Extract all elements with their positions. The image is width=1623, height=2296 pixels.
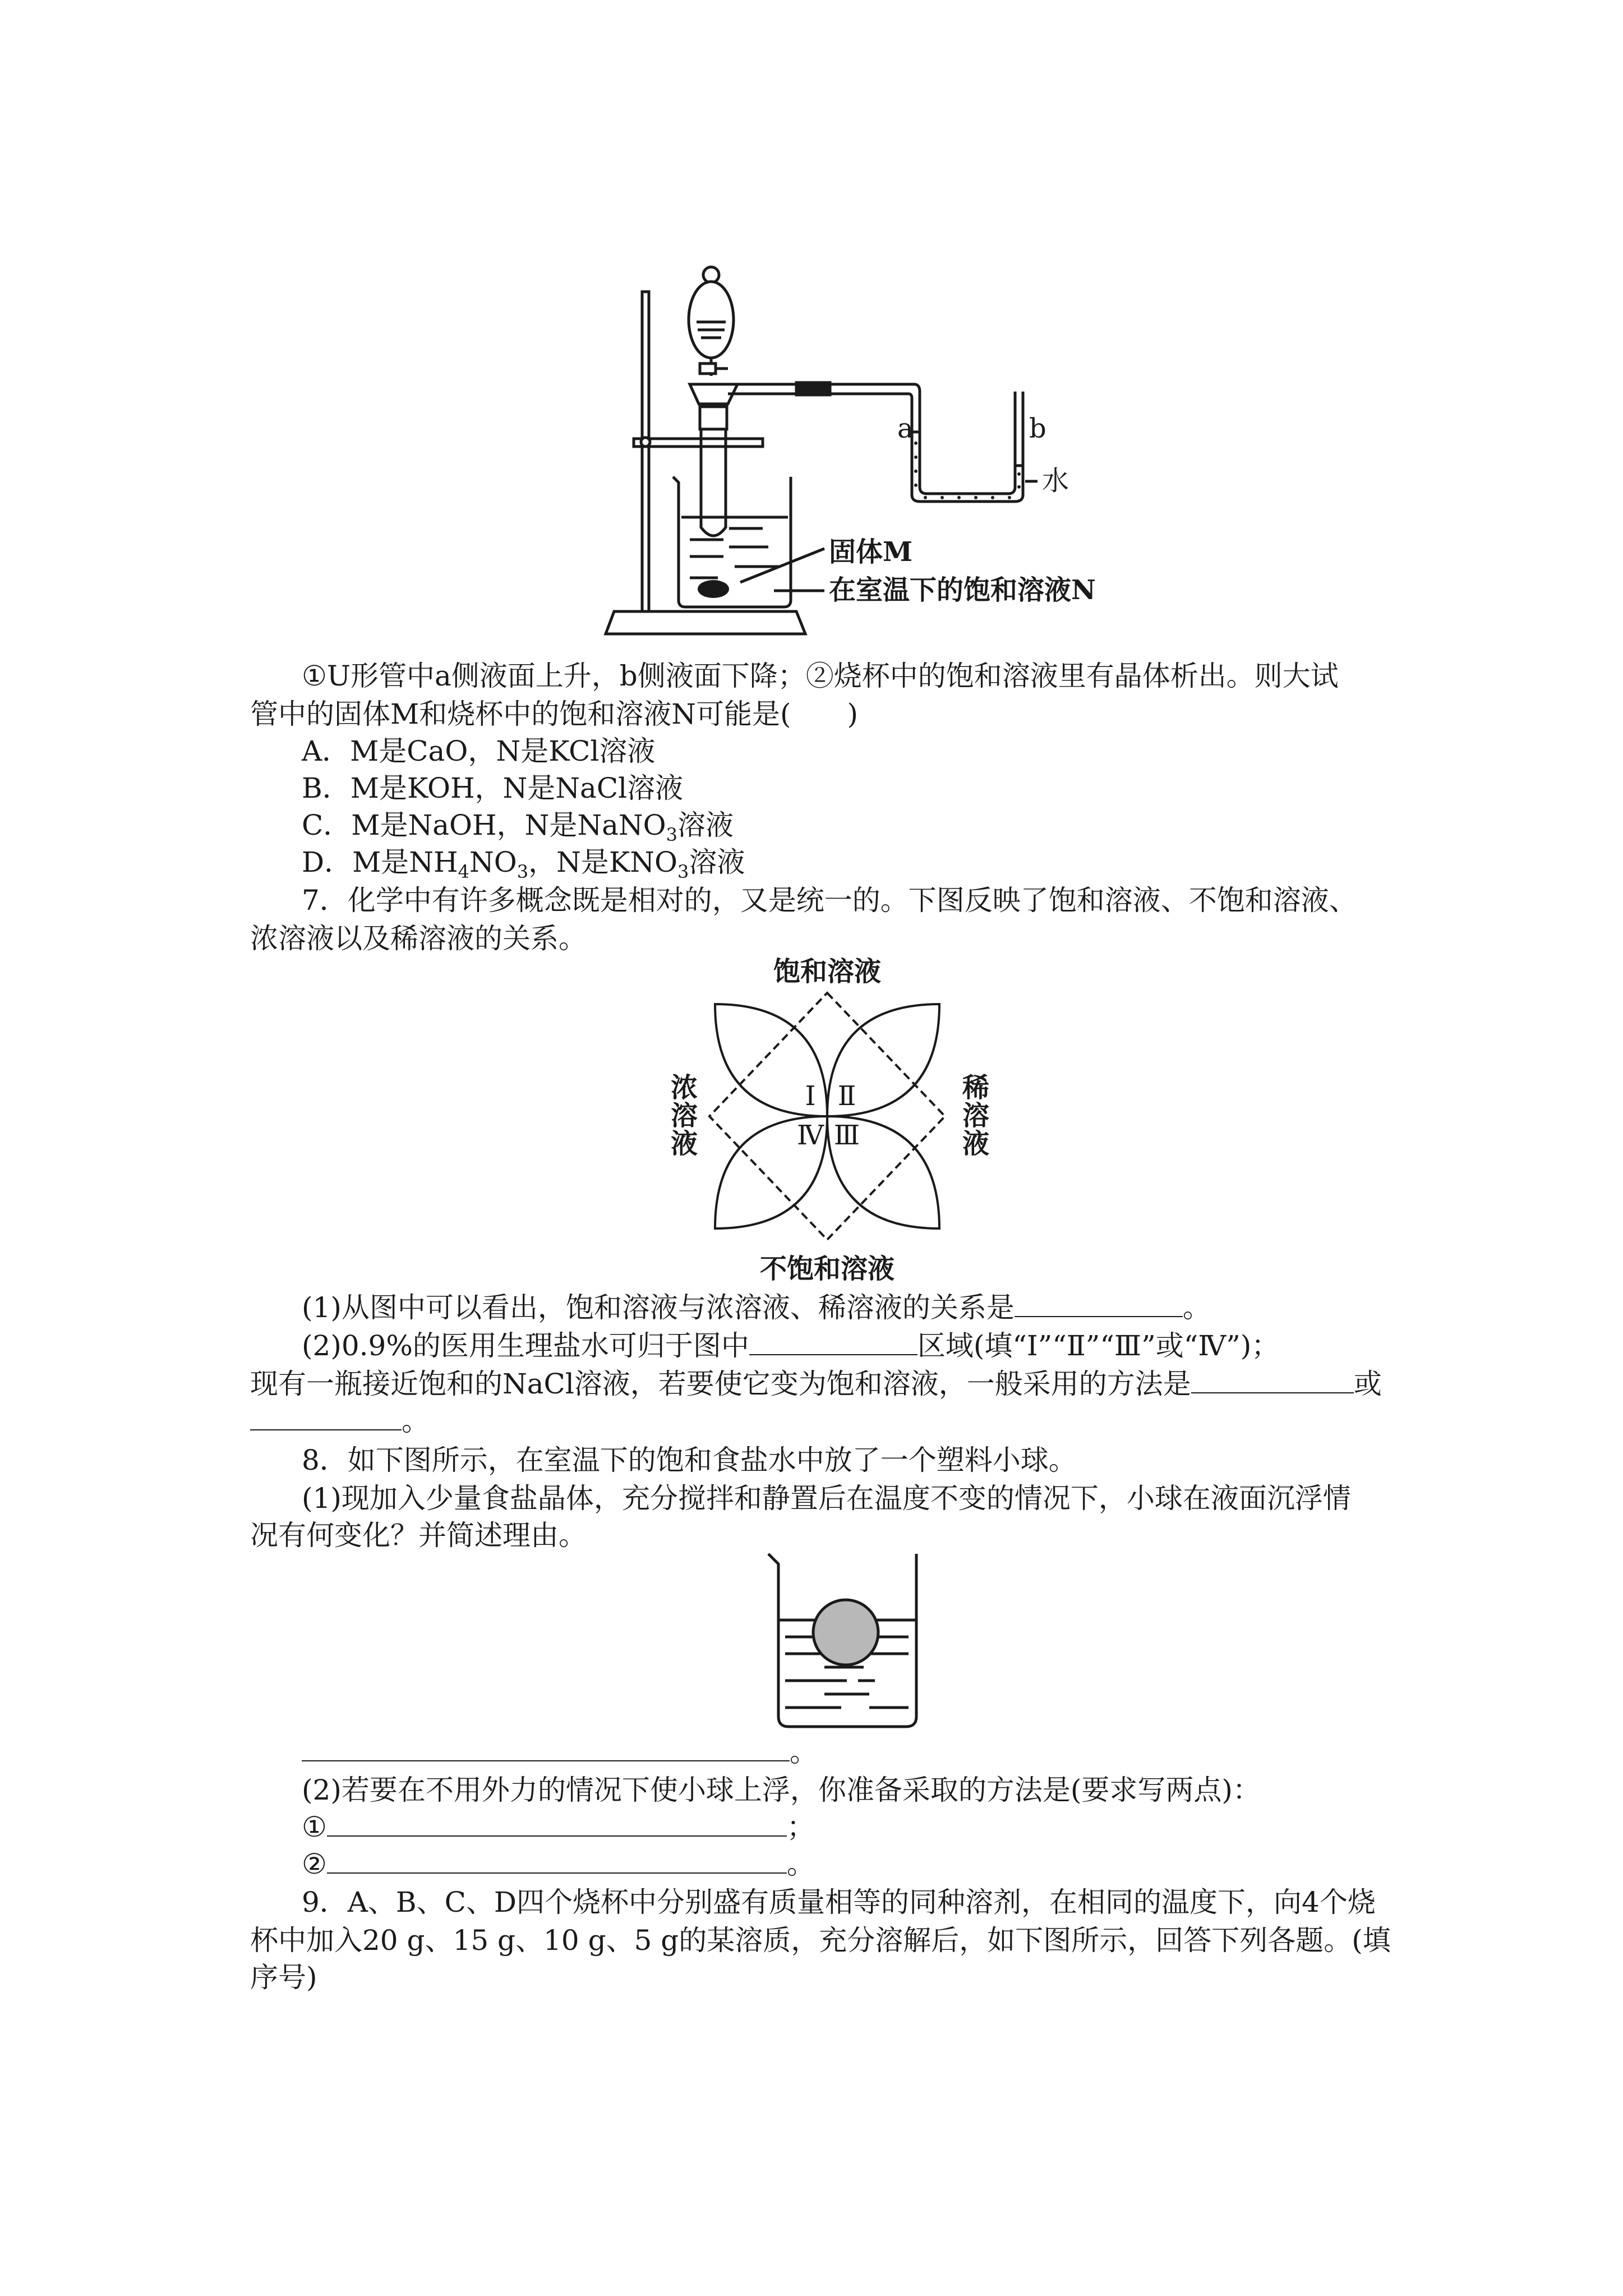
answer-blank[interactable] [327,1811,787,1837]
q8-part1-line1: (1)现加入少量食盐晶体，充分搅拌和静置后在温度不变的情况下，小球在液面沉浮情 [302,1482,1351,1515]
q6-stem-line1: ①U形管中a侧液面上升，b侧液面下降；②烧杯中的饱和溶液里有晶体析出。则大试 [302,660,1339,692]
apparatus-figure [589,264,1223,656]
label-concentrated-1: 浓 [670,1072,698,1103]
q7-part2-text: 现有一瓶接近饱和的NaCl溶液，若要使它变为饱和溶液，一般采用的方法是 [250,1368,1191,1400]
label-saturated: 饱和溶液 [773,956,882,987]
q9-line3: 序号) [250,1961,317,1994]
q6-option-a: A．M是CaO，N是KCl溶液 [302,735,656,767]
q7-part1-text: (1)从图中可以看出，饱和溶液与浓溶液、稀溶液的关系是 [302,1291,1015,1324]
answer-blank[interactable] [250,1405,402,1430]
q8-method-1 [302,1809,815,1846]
label-saturated-solution-n: 在室温下的饱和溶液N [829,574,1096,606]
label-water: 水 [1042,465,1069,496]
subscript: 3 [517,861,529,882]
solution-concepts-diagram [651,948,1009,1285]
label-dilute-3: 液 [962,1128,990,1159]
subscript: 3 [677,861,689,882]
q7-part1 [302,1289,1211,1326]
answer-blank[interactable] [749,1329,917,1355]
q7-part2-text: 区域(填“Ⅰ”“Ⅱ”“Ⅲ”或“Ⅳ”)； [917,1329,1280,1362]
q7-part2-text: 或 [1353,1368,1382,1400]
q6-option-d-text: ，N是KNO [528,846,677,878]
q8-method-1-end: ； [786,1811,815,1843]
answer-blank[interactable] [1191,1368,1354,1393]
q8-part1-end: 。 [790,1736,818,1768]
label-b: b [1029,413,1046,444]
q6-option-d-text: NO [469,846,517,878]
q8-stem: 8．如下图所示，在室温下的饱和食盐水中放了一个塑料小球。 [302,1444,1077,1476]
answer-blank[interactable] [327,1848,787,1874]
q8-part1-answer [302,1733,818,1770]
answer-blank[interactable] [302,1736,790,1761]
q6-option-d-text: D．M是NH [302,846,458,878]
q7-part2-line2 [250,1365,1382,1402]
label-dilute-1: 稀 [962,1072,990,1103]
label-concentrated-3: 液 [670,1128,698,1159]
q6-option-b: B．M是KOH，N是NaCl溶液 [302,772,684,804]
q8-method-2 [302,1846,815,1883]
q6-option-d [302,844,745,881]
q6-option-c [302,807,734,844]
q6-stem-line2: 管中的固体M和烧杯中的饱和溶液N可能是( ) [250,698,858,730]
q7-stem-line1: 7．化学中有许多概念既是相对的，又是统一的。下图反映了饱和溶液、不饱和溶液、 [302,884,1357,917]
answer-blank[interactable] [1015,1291,1183,1317]
region-II: Ⅱ [837,1080,856,1112]
q7-stem-line2: 浓溶液以及稀溶液的关系。 [250,922,587,955]
label-unsaturated: 不饱和溶液 [759,1253,895,1285]
label-a: a [897,413,914,444]
q6-option-d-text-end: 溶液 [689,846,745,878]
q9-line2: 杯中加入20 g、15 g、10 g、5 g的某溶质，充分溶解后，如下图所示，回答下列各题。(填 [250,1924,1391,1957]
plastic-ball [813,1600,878,1665]
q6-option-c-text: C．M是NaOH，N是NaNO [302,809,666,841]
region-I: Ⅰ [805,1080,816,1112]
region-IV: Ⅳ [797,1120,824,1151]
q9-line1: 9．A、B、C、D四个烧杯中分别盛有质量相等的同种溶剂，在相同的温度下，向4个烧 [302,1886,1376,1918]
q7-part1-end: 。 [1182,1291,1211,1324]
q8-method-2-label: ② [302,1848,327,1880]
q8-method-2-end: 。 [786,1848,815,1880]
q8-method-1-label: ① [302,1811,327,1843]
q7-part2-line1 [302,1327,1279,1364]
q7-part2-line3 [250,1402,430,1439]
label-solid-m: 固体M [829,536,913,568]
label-dilute-2: 溶 [962,1100,990,1131]
q7-part2-end: 。 [402,1405,430,1437]
subscript: 3 [666,824,678,845]
subscript: 4 [458,861,469,882]
q8-part1-line2: 况有何变化？并简述理由。 [250,1519,587,1552]
q8-part2: (2)若要在不用外力的情况下使小球上浮，你准备采取的方法是(要求写两点)： [302,1774,1261,1806]
beaker-ball-figure [763,1548,931,1733]
q6-option-c-text-end: 溶液 [677,809,734,841]
region-III: Ⅲ [833,1120,860,1151]
label-concentrated-2: 溶 [670,1100,698,1131]
q7-part2-text: (2)0.9%的医用生理盐水可归于图中 [302,1329,749,1362]
